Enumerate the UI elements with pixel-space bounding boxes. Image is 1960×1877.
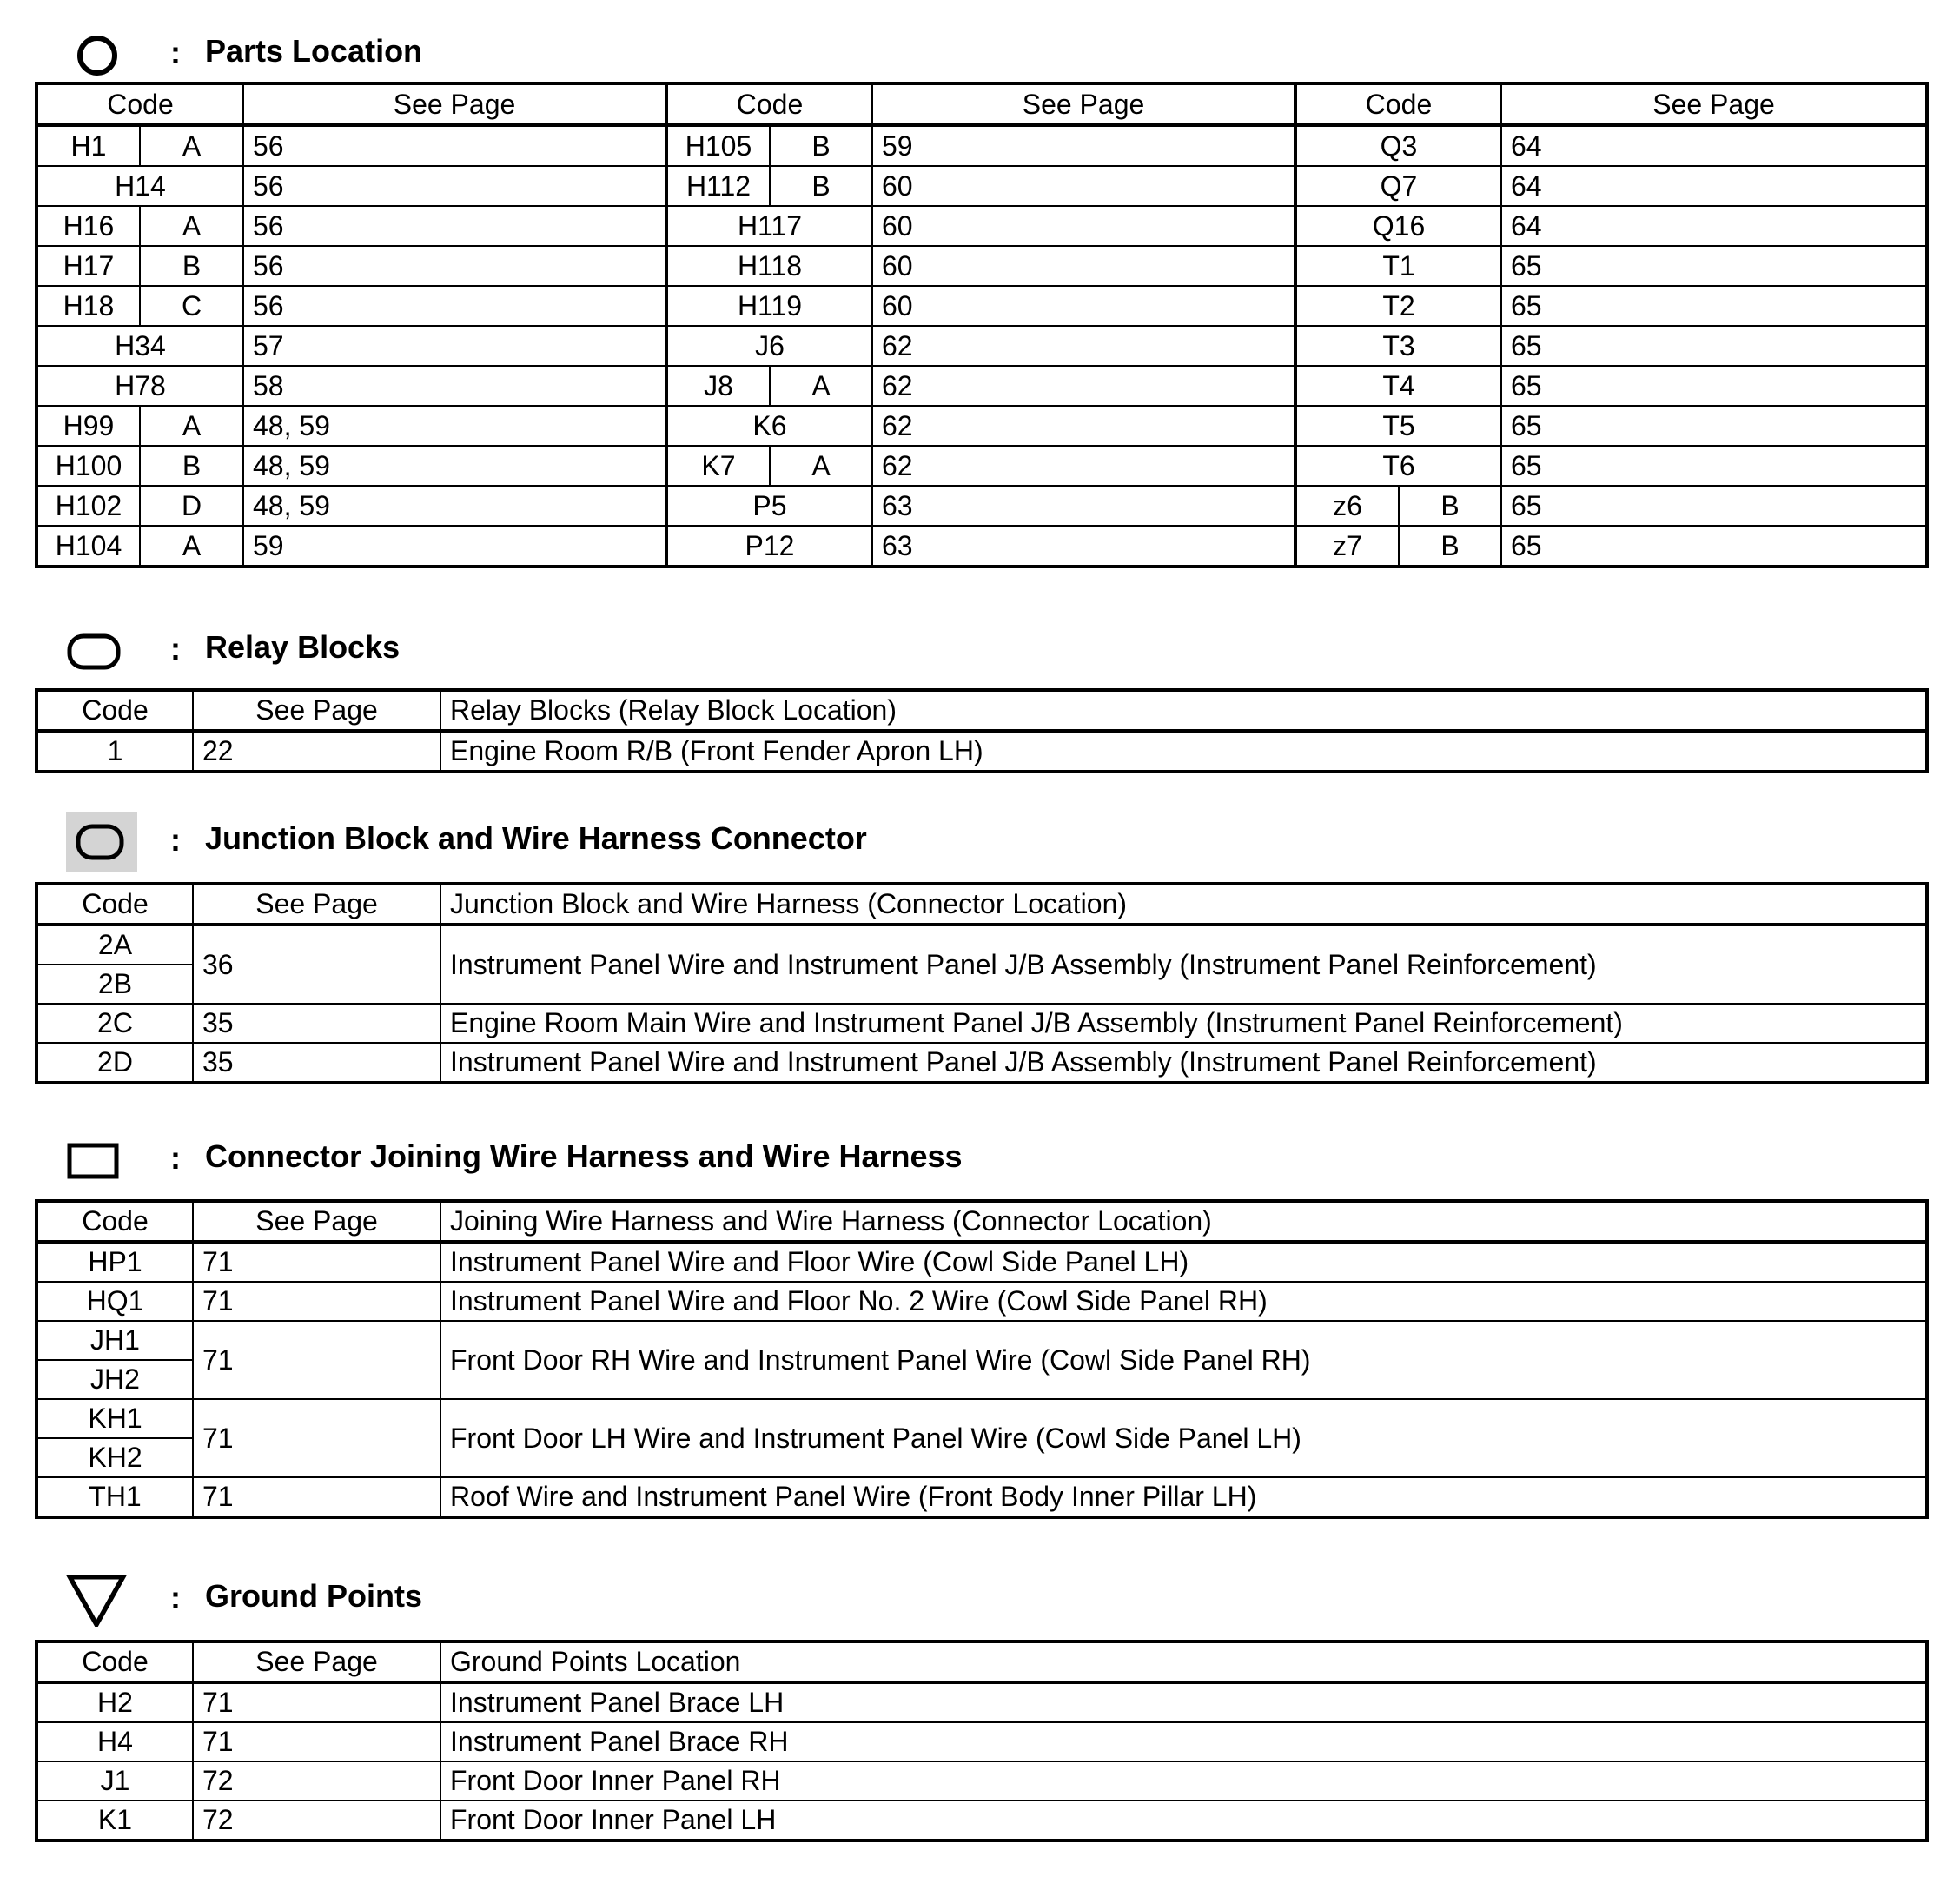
column-header-code: Code	[666, 83, 872, 125]
column-header-see-page: See Page	[243, 83, 666, 125]
parts-location-table	[35, 82, 1929, 568]
table-row	[36, 1722, 1927, 1761]
code-cell: H4	[36, 1722, 193, 1761]
code-suffix-cell: B	[770, 125, 872, 166]
code-cell: T1	[1295, 246, 1501, 286]
code-cell: H99	[36, 406, 140, 446]
see-page-cell: 35	[193, 1004, 440, 1043]
section-title: Ground Points	[205, 1578, 422, 1614]
code-cell: KH1	[36, 1399, 193, 1438]
code-suffix-cell: B	[140, 446, 243, 486]
see-page-cell: 65	[1501, 286, 1927, 326]
table-row	[36, 1801, 1927, 1841]
code-cell: 1	[36, 731, 193, 772]
see-page-cell: 60	[872, 206, 1295, 246]
code-cell: J1	[36, 1761, 193, 1801]
column-header-code: Code	[36, 83, 243, 125]
table-header-row	[36, 1642, 1927, 1682]
code-cell: K1	[36, 1801, 193, 1841]
description-cell: Engine Room R/B (Front Fender Apron LH)	[440, 731, 1927, 772]
see-page-cell: 65	[1501, 446, 1927, 486]
section-colon: :	[170, 1140, 181, 1176]
code-cell: H34	[36, 326, 243, 366]
section-title: Connector Joining Wire Harness and Wire Harness	[205, 1138, 963, 1174]
table-row	[36, 406, 1927, 446]
code-cell: H18	[36, 286, 140, 326]
code-cell: H17	[36, 246, 140, 286]
see-page-cell: 71	[193, 1477, 440, 1517]
table-header-row	[36, 884, 1927, 925]
table-row	[36, 1477, 1927, 1517]
see-page-cell: 65	[1501, 246, 1927, 286]
code-cell: T6	[1295, 446, 1501, 486]
column-header-description: Joining Wire Harness and Wire Harness (Connector Location)	[440, 1201, 1927, 1242]
section-colon: :	[170, 1580, 181, 1615]
see-page-cell: 71	[193, 1321, 440, 1399]
table-row	[36, 326, 1927, 366]
code-cell: 2D	[36, 1043, 193, 1083]
see-page-cell: 64	[1501, 166, 1927, 206]
description-cell: Roof Wire and Instrument Panel Wire (Front Body Inner Pillar LH)	[440, 1477, 1927, 1517]
code-cell: H105	[666, 125, 770, 166]
code-cell: H118	[666, 246, 872, 286]
section-colon: :	[170, 822, 181, 858]
code-cell: 2A	[36, 925, 193, 965]
rounded-rectangle-symbol-icon	[66, 626, 122, 674]
description-cell: Instrument Panel Brace RH	[440, 1722, 1927, 1761]
description-cell: Instrument Panel Wire and Floor Wire (Cowl Side Panel LH)	[440, 1242, 1927, 1282]
code-cell: 2C	[36, 1004, 193, 1043]
see-page-cell: 65	[1501, 366, 1927, 406]
see-page-cell: 56	[243, 166, 666, 206]
see-page-cell: 60	[872, 246, 1295, 286]
code-cell: T2	[1295, 286, 1501, 326]
table-row	[36, 1761, 1927, 1801]
junction-block-table	[35, 882, 1929, 1084]
table-header-row	[36, 1201, 1927, 1242]
code-cell: z7	[1295, 526, 1399, 567]
column-header-see-page: See Page	[193, 690, 440, 731]
column-header-see-page: See Page	[193, 1201, 440, 1242]
table-row	[36, 1282, 1927, 1321]
code-cell: H1	[36, 125, 140, 166]
code-suffix-cell: A	[140, 125, 243, 166]
see-page-cell: 60	[872, 286, 1295, 326]
see-page-cell: 48, 59	[243, 446, 666, 486]
code-suffix-cell: A	[140, 406, 243, 446]
see-page-cell: 56	[243, 246, 666, 286]
table-row	[36, 166, 1927, 206]
table-row	[36, 925, 1927, 965]
see-page-cell: 72	[193, 1801, 440, 1841]
see-page-cell: 65	[1501, 326, 1927, 366]
code-cell: 2B	[36, 965, 193, 1004]
see-page-cell: 71	[193, 1722, 440, 1761]
table-row	[36, 206, 1927, 246]
section-title: Relay Blocks	[205, 629, 401, 665]
column-header-see-page: See Page	[1501, 83, 1927, 125]
code-cell: H119	[666, 286, 872, 326]
code-cell: T3	[1295, 326, 1501, 366]
column-header-see-page: See Page	[193, 1642, 440, 1682]
code-suffix-cell: B	[140, 246, 243, 286]
see-page-cell: 56	[243, 125, 666, 166]
see-page-cell: 58	[243, 366, 666, 406]
column-header-code: Code	[36, 1201, 193, 1242]
table-header-row	[36, 83, 1927, 125]
description-cell: Instrument Panel Wire and Instrument Panel J/B Assembly (Instrument Panel Reinforcement)	[440, 1043, 1927, 1083]
code-suffix-cell: A	[140, 206, 243, 246]
column-header-see-page: See Page	[872, 83, 1295, 125]
code-cell: P5	[666, 486, 872, 526]
see-page-cell: 71	[193, 1242, 440, 1282]
code-cell: T4	[1295, 366, 1501, 406]
see-page-cell: 72	[193, 1761, 440, 1801]
column-header-code: Code	[36, 1642, 193, 1682]
see-page-cell: 65	[1501, 406, 1927, 446]
description-cell: Front Door RH Wire and Instrument Panel Wire (Cowl Side Panel RH)	[440, 1321, 1927, 1399]
code-suffix-cell: B	[1399, 486, 1501, 526]
relay-blocks-table	[35, 688, 1929, 773]
table-row	[36, 1242, 1927, 1282]
see-page-cell: 56	[243, 286, 666, 326]
description-cell: Front Door LH Wire and Instrument Panel Wire (Cowl Side Panel LH)	[440, 1399, 1927, 1477]
table-row	[36, 366, 1927, 406]
code-cell: J8	[666, 366, 770, 406]
description-cell: Engine Room Main Wire and Instrument Panel J/B Assembly (Instrument Panel Reinforcement)	[440, 1004, 1927, 1043]
table-body	[36, 1642, 1927, 1841]
see-page-cell: 71	[193, 1282, 440, 1321]
see-page-cell: 63	[872, 486, 1295, 526]
description-cell: Instrument Panel Wire and Instrument Panel J/B Assembly (Instrument Panel Reinforcement)	[440, 925, 1927, 1004]
table-row	[36, 446, 1927, 486]
code-cell: TH1	[36, 1477, 193, 1517]
shaded-rounded-rectangle-symbol-icon	[73, 818, 129, 866]
table-row	[36, 1004, 1927, 1043]
column-header-description: Relay Blocks (Relay Block Location)	[440, 690, 1927, 731]
column-header-code: Code	[36, 884, 193, 925]
code-cell: HP1	[36, 1242, 193, 1282]
description-cell: Instrument Panel Brace LH	[440, 1682, 1927, 1722]
connector-joining-table	[35, 1199, 1929, 1519]
code-suffix-cell: A	[770, 446, 872, 486]
see-page-cell: 59	[243, 526, 666, 567]
table-body	[36, 690, 1927, 772]
see-page-cell: 59	[872, 125, 1295, 166]
see-page-cell: 64	[1501, 125, 1927, 166]
code-suffix-cell: B	[1399, 526, 1501, 567]
see-page-cell: 62	[872, 446, 1295, 486]
see-page-cell: 62	[872, 406, 1295, 446]
code-cell: H2	[36, 1682, 193, 1722]
see-page-cell: 22	[193, 731, 440, 772]
description-cell: Front Door Inner Panel RH	[440, 1761, 1927, 1801]
code-suffix-cell: A	[140, 526, 243, 567]
code-cell: z6	[1295, 486, 1399, 526]
see-page-cell: 63	[872, 526, 1295, 567]
code-cell: J6	[666, 326, 872, 366]
column-header-see-page: See Page	[193, 884, 440, 925]
see-page-cell: 36	[193, 925, 440, 1004]
table-header-row	[36, 690, 1927, 731]
triangle-symbol-icon	[66, 1573, 127, 1627]
see-page-cell: 48, 59	[243, 486, 666, 526]
code-cell: H112	[666, 166, 770, 206]
see-page-cell: 65	[1501, 486, 1927, 526]
section-colon: :	[170, 35, 181, 70]
code-cell: JH1	[36, 1321, 193, 1360]
code-cell: H16	[36, 206, 140, 246]
table-row	[36, 1043, 1927, 1083]
code-cell: K6	[666, 406, 872, 446]
column-header-description: Junction Block and Wire Harness (Connector Location)	[440, 884, 1927, 925]
code-cell: H14	[36, 166, 243, 206]
code-cell: P12	[666, 526, 872, 567]
ground-points-table	[35, 1640, 1929, 1842]
description-cell: Front Door Inner Panel LH	[440, 1801, 1927, 1841]
table-row	[36, 526, 1927, 567]
code-cell: HQ1	[36, 1282, 193, 1321]
code-suffix-cell: D	[140, 486, 243, 526]
see-page-cell: 71	[193, 1399, 440, 1477]
table-row	[36, 731, 1927, 772]
column-header-code: Code	[1295, 83, 1501, 125]
code-cell: JH2	[36, 1360, 193, 1399]
table-body	[36, 1201, 1927, 1517]
code-cell: KH2	[36, 1438, 193, 1477]
see-page-cell: 60	[872, 166, 1295, 206]
code-cell: H78	[36, 366, 243, 406]
code-cell: H104	[36, 526, 140, 567]
table-row	[36, 246, 1927, 286]
description-cell: Instrument Panel Wire and Floor No. 2 Wire (Cowl Side Panel RH)	[440, 1282, 1927, 1321]
see-page-cell: 65	[1501, 526, 1927, 567]
code-suffix-cell: A	[770, 366, 872, 406]
code-cell: Q7	[1295, 166, 1501, 206]
code-cell: Q3	[1295, 125, 1501, 166]
see-page-cell: 62	[872, 326, 1295, 366]
table-body	[36, 884, 1927, 1083]
table-row	[36, 486, 1927, 526]
table-row	[36, 125, 1927, 166]
section-colon: :	[170, 631, 181, 667]
section-title: Junction Block and Wire Harness Connector	[205, 820, 867, 856]
see-page-cell: 71	[193, 1682, 440, 1722]
see-page-cell: 57	[243, 326, 666, 366]
code-cell: H100	[36, 446, 140, 486]
see-page-cell: 56	[243, 206, 666, 246]
code-cell: Q16	[1295, 206, 1501, 246]
table-row	[36, 1682, 1927, 1722]
column-header-description: Ground Points Location	[440, 1642, 1927, 1682]
table-row	[36, 1399, 1927, 1438]
code-cell: K7	[666, 446, 770, 486]
code-suffix-cell: B	[770, 166, 872, 206]
code-cell: H117	[666, 206, 872, 246]
see-page-cell: 64	[1501, 206, 1927, 246]
code-cell: H102	[36, 486, 140, 526]
column-header-code: Code	[36, 690, 193, 731]
see-page-cell: 35	[193, 1043, 440, 1083]
table-row	[36, 286, 1927, 326]
see-page-cell: 48, 59	[243, 406, 666, 446]
rectangle-symbol-icon	[66, 1135, 122, 1184]
code-cell: T5	[1295, 406, 1501, 446]
section-title: Parts Location	[205, 33, 423, 69]
code-suffix-cell: C	[140, 286, 243, 326]
circle-symbol-icon	[66, 30, 122, 78]
see-page-cell: 62	[872, 366, 1295, 406]
table-row	[36, 1321, 1927, 1360]
